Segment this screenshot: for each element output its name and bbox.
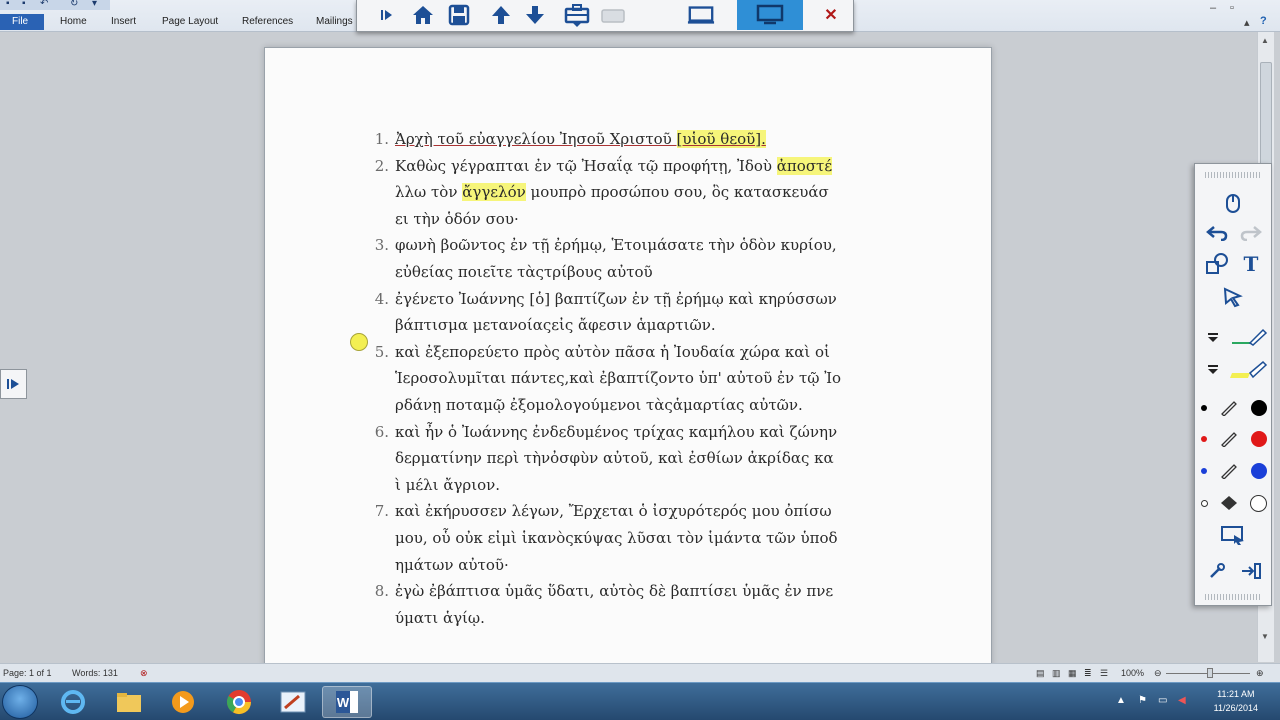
highlighter-size-dropdown-icon[interactable] <box>1199 356 1227 382</box>
verse-line: καὶ ἐκήρυσσεν λέγων, Ἔρχεται ὁ ἰσχυρότερός μου ὀπίσω <box>395 502 832 521</box>
system-clock[interactable] <box>1214 687 1258 715</box>
green-pen-icon[interactable] <box>1229 324 1269 350</box>
verse-line: δερματίνην περὶ τὴνὀσφὺν αὐτοῦ, καὶ ἐσθίων ἀκρίδας κα <box>395 449 834 468</box>
highlighted-text: ἀποστέ <box>776 156 833 175</box>
verse-line: ει τὴν ὁδόν σου· <box>395 209 519 228</box>
document-page[interactable] <box>264 47 992 667</box>
start-button[interactable] <box>2 685 38 719</box>
list-item[interactable] <box>369 578 909 631</box>
tab-insert[interactable]: Insert <box>111 16 137 27</box>
scroll-thumb[interactable] <box>1260 62 1272 174</box>
eraser-row[interactable] <box>1201 490 1267 516</box>
small-dot-icon <box>1201 468 1207 474</box>
verse-line: ημάτων αὐτοῦ· <box>395 555 509 574</box>
list-item[interactable] <box>369 286 909 339</box>
scroll-up-icon[interactable]: ▲ <box>1261 36 1269 45</box>
list-item[interactable] <box>369 232 909 285</box>
play-icon[interactable] <box>373 3 401 27</box>
word-icon[interactable] <box>322 686 372 718</box>
verse-line: ὶ μέλι ἄγριον. <box>395 475 501 494</box>
action-center-flag-icon[interactable]: ⚑ <box>1138 695 1147 706</box>
verse-line: ύματι ἁγίῳ. <box>395 608 485 627</box>
pencil-icon <box>1220 463 1238 479</box>
list-item[interactable] <box>369 126 909 153</box>
view-web-icon[interactable]: ▦ <box>1068 668 1077 678</box>
palette-grip[interactable] <box>1205 594 1261 600</box>
verse-line: Ἀρχὴ τοῦ εὐαγγελίου Ἰησοῦ Χριστοῦ [υἱοῦ θεοῦ]. <box>395 130 766 148</box>
verse-line: βάπτισμα μετανοίαςεἰς ἄφεσιν ἁμαρτιῶν. <box>395 316 716 335</box>
page-count[interactable]: Page: 1 of 1 <box>3 668 52 678</box>
tab-file[interactable]: File <box>0 14 44 30</box>
list-number: 4. <box>374 289 389 308</box>
tab-home[interactable]: Home <box>60 16 87 27</box>
ribbon-collapse-icon[interactable]: ▴ <box>1244 17 1250 29</box>
small-dot-icon <box>1201 405 1207 411</box>
list-item[interactable] <box>369 339 909 419</box>
clock-time: 11:21 AM <box>1217 689 1255 699</box>
clock-date: 11/26/2014 <box>1213 703 1258 713</box>
show-hidden-icons-icon[interactable]: ▲ <box>1116 695 1126 706</box>
arrow-down-icon[interactable] <box>521 3 549 27</box>
status-bar <box>0 663 1280 682</box>
tab-references[interactable]: References <box>242 16 294 27</box>
document-body[interactable] <box>369 126 909 631</box>
zoom-slider-thumb[interactable] <box>1207 668 1213 678</box>
expand-panel-button[interactable] <box>0 369 27 399</box>
blue-pen-row[interactable] <box>1201 458 1267 484</box>
pencil-icon <box>1220 400 1238 416</box>
volume-muted-icon[interactable]: ◀ <box>1178 695 1186 706</box>
save-icon[interactable]: ▪ <box>22 0 26 9</box>
redo-icon[interactable] <box>1237 220 1265 246</box>
view-print-layout-icon[interactable]: ▤ <box>1036 668 1045 678</box>
verse-line: φωνὴ βοῶντος ἐν τῇ ἐρήμῳ, Ἑτοιμάσατε τὴν ὁδὸν κυρίου, <box>395 236 837 255</box>
media-player-icon[interactable] <box>158 686 208 718</box>
view-outline-icon[interactable]: ≣ <box>1084 668 1092 678</box>
verse-line: ἐγὼ ἐβάπτισα ὑμᾶς ὕδατι, αὐτὸς δὲ βαπτίσει ὑμᾶς ἐν πνε <box>395 582 834 601</box>
monitor-icon[interactable] <box>737 0 803 30</box>
pencil-icon <box>1220 431 1238 447</box>
zoom-in-icon[interactable]: ⊕ <box>1256 668 1264 678</box>
network-icon[interactable]: ▭ <box>1158 695 1168 706</box>
redo-icon[interactable]: ↻ <box>70 0 79 9</box>
paint-icon[interactable] <box>268 686 318 718</box>
proofing-icon[interactable]: ⊗ <box>140 668 148 678</box>
highlighted-text: ἄγγελόν <box>462 183 526 202</box>
undo-icon[interactable]: ↶ <box>40 0 49 9</box>
list-number: 7. <box>374 502 389 521</box>
minimize-icon[interactable]: – <box>1210 2 1217 14</box>
chrome-icon[interactable] <box>214 686 264 718</box>
color-swatch-blue[interactable] <box>1251 463 1267 479</box>
quick-access-toolbar <box>0 0 110 10</box>
list-item[interactable] <box>369 498 909 578</box>
shapes-icon[interactable] <box>1203 251 1231 277</box>
verse-line: λλω τὸν ἄγγελόν μουπρὸ προσώπου σου, ὃς κατασκευάσ <box>395 183 829 202</box>
svg-text:W: W <box>336 695 350 710</box>
highlighter-pen-icon[interactable] <box>1229 356 1269 382</box>
verse-line: Ἱεροσολυμῖται πάντες,καὶ ἐβαπτίζοντο ὑπ' αὐτοῦ ἐν τῷ Ἰο <box>395 369 842 388</box>
red-pen-row[interactable] <box>1201 426 1267 452</box>
verse-line: ἐγένετο Ἰωάννης [ὁ] βαπτίζων ἐν τῇ ἐρήμῳ καὶ κηρύσσων <box>395 289 837 308</box>
restore-icon[interactable]: ▫ <box>1230 2 1234 14</box>
pen-size-dropdown-icon[interactable] <box>1199 324 1227 350</box>
arrow-up-icon[interactable] <box>487 3 515 27</box>
verse-line: ρδάνῃ ποταμῷ ἐξομολογούμενοι τὰςἁμαρτίας αὐτῶν. <box>395 395 803 414</box>
color-swatch-white[interactable] <box>1250 495 1267 512</box>
verse-line: Καθὼς γέγραπται ἐν τῷ Ἠσαΐᾳ τῷ προφήτῃ, Ἰδοὺ ἀποστέ <box>395 156 833 175</box>
list-number: 8. <box>374 582 389 601</box>
list-item[interactable] <box>369 153 909 233</box>
whiteboard-toolbar <box>356 0 854 32</box>
taskbar <box>0 682 1280 720</box>
list-number: 2. <box>374 156 389 175</box>
list-number: 6. <box>374 422 389 441</box>
small-dot-icon <box>1201 500 1208 507</box>
customize-qat-icon[interactable]: ▾ <box>92 0 98 9</box>
color-swatch-black[interactable] <box>1251 400 1267 416</box>
screen-capture-icon[interactable] <box>1219 522 1247 548</box>
text-tool-icon[interactable]: T <box>1243 252 1259 276</box>
settings-wrench-icon[interactable] <box>1203 558 1231 584</box>
verse-line: μου, οὗ οὐκ εἰμὶ ἱκανὸςκύψας λῦσαι τὸν ἱμάντα τῶν ὑποδ <box>395 528 838 547</box>
highlighted-text: [υἱοῦ θεοῦ]. <box>676 130 766 148</box>
help-icon[interactable]: ? <box>1260 15 1267 27</box>
small-dot-icon <box>1201 436 1207 442</box>
toolbox-icon[interactable] <box>563 3 591 27</box>
zoom-out-icon[interactable]: ⊖ <box>1154 668 1162 678</box>
close-icon[interactable]: ✕ <box>824 7 838 24</box>
undo-icon[interactable] <box>1203 220 1231 246</box>
tool-palette <box>1194 163 1272 606</box>
select-arrow-icon[interactable] <box>1219 284 1247 310</box>
screen-mode-icon[interactable] <box>687 3 715 27</box>
eraser-icon[interactable] <box>599 3 627 27</box>
home-icon[interactable] <box>409 3 437 27</box>
internet-explorer-icon[interactable] <box>48 686 98 718</box>
verse-line: εὐθείας ποιεῖτε τὰςτρίβους αὐτοῦ <box>395 262 653 281</box>
verse-line: καὶ ἐξεπορεύετο πρὸς αὐτὸν πᾶσα ἡ Ἰουδαία χώρα καὶ οἱ <box>395 342 830 361</box>
list-number: 3. <box>374 236 389 255</box>
palette-grip[interactable] <box>1205 172 1261 178</box>
file-explorer-icon[interactable] <box>104 686 154 718</box>
highlighter-cursor-icon <box>350 333 368 351</box>
color-swatch-red[interactable] <box>1251 431 1267 447</box>
tab-page-layout[interactable]: Page Layout <box>162 16 219 27</box>
play-icon <box>6 377 22 391</box>
view-draft-icon[interactable]: ☰ <box>1100 668 1109 678</box>
list-number: 1. <box>374 130 389 148</box>
eraser-icon <box>1220 495 1238 511</box>
tab-mailings[interactable]: Mailings <box>316 16 353 27</box>
zoom-level[interactable]: 100% <box>1121 668 1145 678</box>
list-number: 5. <box>374 342 389 361</box>
scroll-down-icon[interactable]: ▼ <box>1261 632 1269 641</box>
exit-icon[interactable] <box>1237 558 1265 584</box>
verse-line: καὶ ἦν ὁ Ἰωάννης ἐνδεδυμένος τρίχας καμήλου καὶ ζώνην <box>395 422 838 441</box>
mouse-icon[interactable] <box>1219 190 1247 216</box>
list-item[interactable] <box>369 419 909 499</box>
black-pen-row[interactable] <box>1201 395 1267 421</box>
word-count[interactable]: Words: 131 <box>72 668 118 678</box>
save-icon[interactable] <box>445 3 473 27</box>
view-full-screen-icon[interactable]: ▥ <box>1052 668 1061 678</box>
word-logo-icon[interactable]: ▪ <box>6 0 10 9</box>
